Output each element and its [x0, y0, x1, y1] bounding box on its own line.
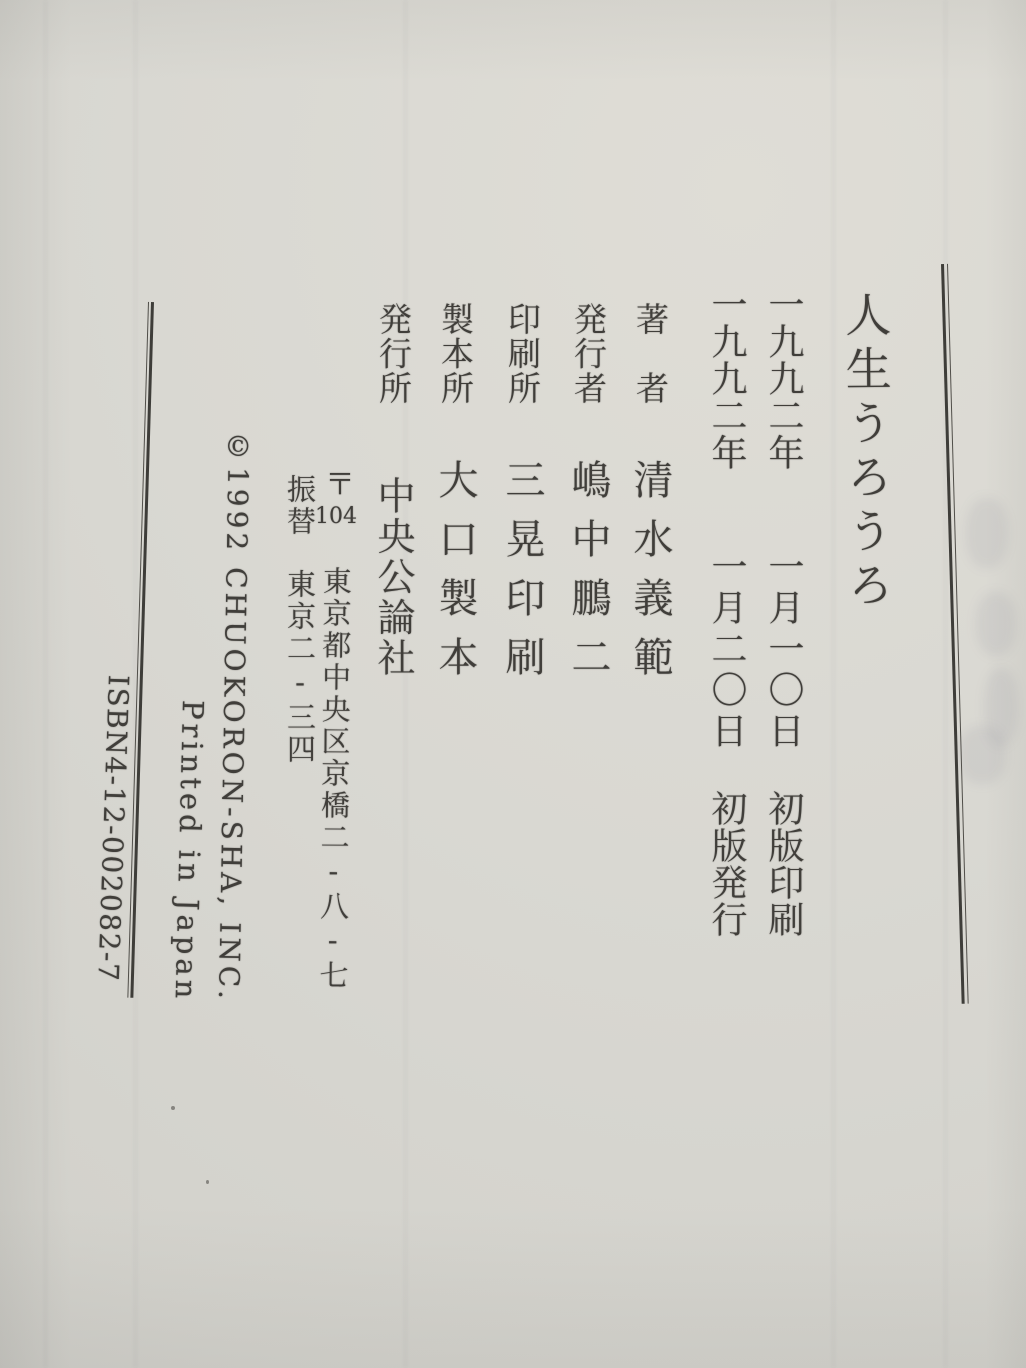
credit-name-binder: 大口製本: [432, 459, 478, 695]
credit-role-publisher-company: 発行所: [374, 302, 413, 406]
ink-showthrough: [976, 592, 1016, 656]
isbn-line: ISBN4-12-002082-7: [91, 674, 135, 983]
edition-line-1-year: 一九九二年: [763, 286, 804, 471]
transfer-label: 振替: [283, 474, 317, 538]
paper-speck: [171, 1106, 175, 1110]
edition-line-2-date: 一月二〇日: [706, 548, 747, 753]
credit-role-printer: 印刷所: [503, 302, 542, 406]
copyright-line: ©1992 CHUOKORON-SHA, INC.: [211, 429, 255, 1004]
postal-code: 104: [315, 504, 357, 529]
edition-line-1-date: 一月一〇日: [763, 548, 804, 753]
credit-role-binder: 製本所: [436, 302, 475, 406]
colophon-rule-left: [127, 302, 154, 998]
ink-showthrough: [966, 498, 1008, 568]
book-title: 人生うろうろ: [838, 290, 895, 616]
paper-crease: [944, 0, 947, 1368]
credit-name-publisher-person: 嶋中鵬二: [565, 459, 611, 695]
edition-line-2-note: 初版発行: [706, 790, 747, 938]
credit-name-author: 清水義範: [627, 459, 673, 695]
edition-line-2-year: 一九九二年: [706, 286, 747, 471]
postal-mark: 〒: [319, 468, 354, 498]
credit-name-printer: 三晃印刷: [499, 459, 545, 695]
paper-crease: [44, 0, 47, 1368]
paper-speck: [206, 1180, 209, 1184]
transfer-number: 東京二-三四: [283, 569, 317, 766]
publisher-address: 東京都中央区京橋二-八-七: [315, 565, 353, 993]
credit-role-author: 著 者: [631, 302, 670, 406]
paper-crease: [832, 0, 835, 1368]
credit-name-publisher-company: 中央公論社: [371, 476, 415, 679]
ink-showthrough: [958, 726, 1006, 784]
printed-in-japan-line: Printed in Japan: [168, 699, 210, 1003]
paper-crease: [404, 0, 407, 1368]
edition-line-1-note: 初版印刷: [763, 790, 804, 938]
credit-role-publisher-person: 発行者: [569, 302, 608, 406]
